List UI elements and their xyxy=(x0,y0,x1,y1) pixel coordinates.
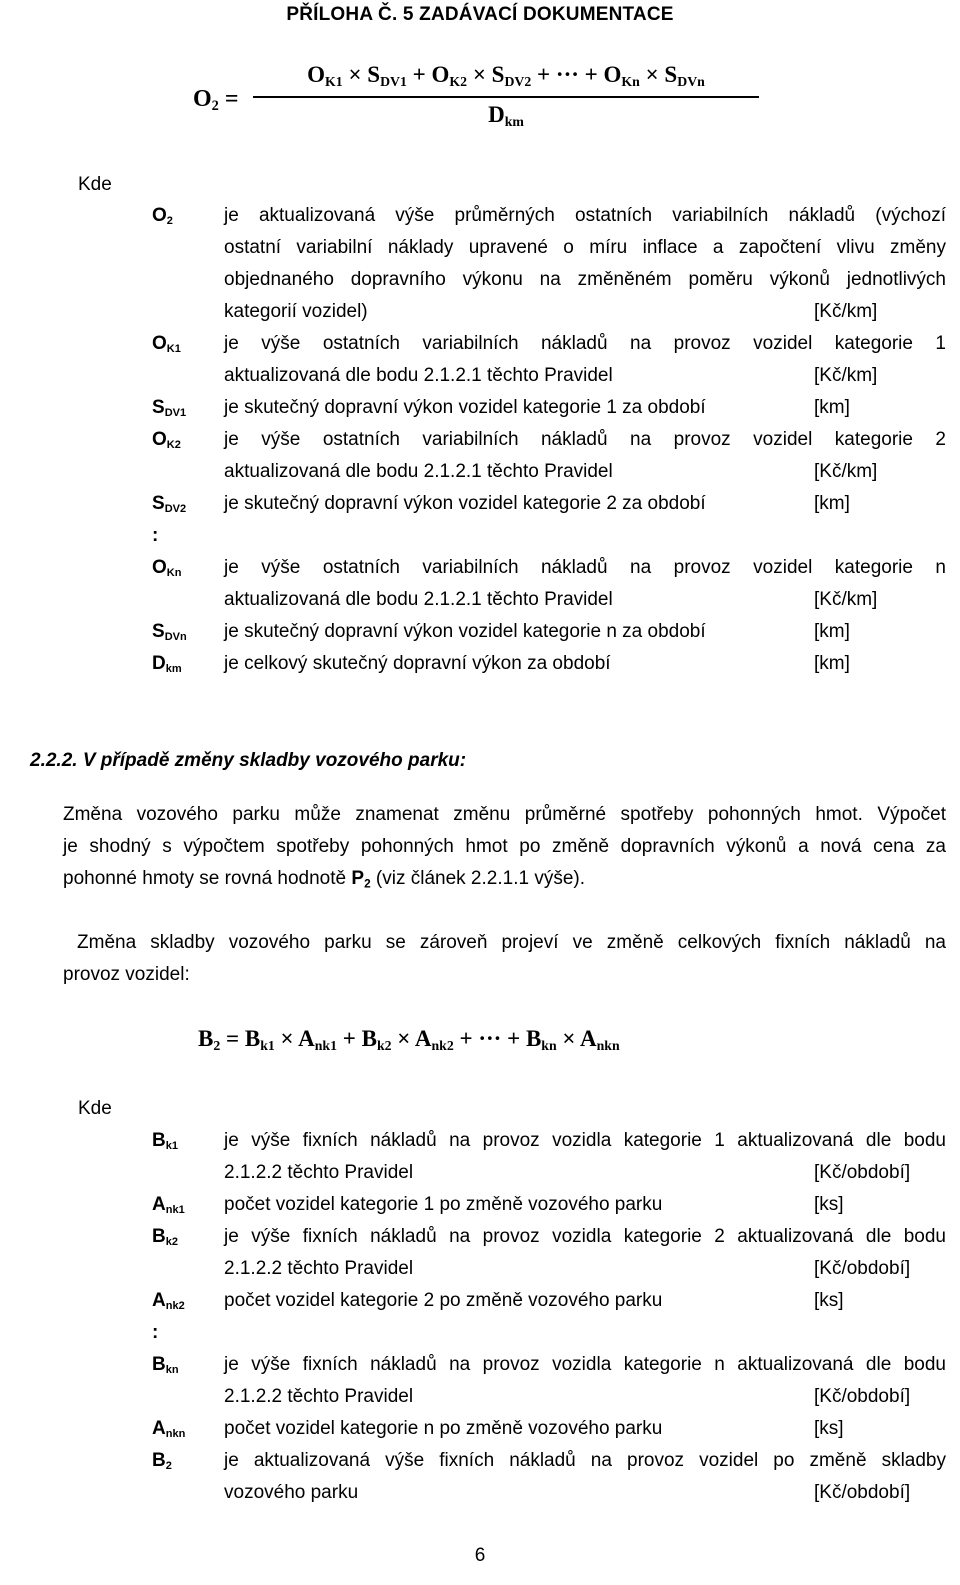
definition-line: vozového parku [Kč/období] xyxy=(224,1477,946,1509)
definition-symbol: $O_{K1}$ xyxy=(152,333,181,355)
unit-label: [Kč/km] xyxy=(814,301,878,322)
definition-symbol: $B_{k1}$ xyxy=(152,1130,178,1152)
fraction-bar xyxy=(253,96,759,98)
definition-text xyxy=(224,424,946,488)
definition-row xyxy=(0,392,960,424)
definition-text xyxy=(224,1189,946,1221)
definition-symbol: $O_2$ xyxy=(152,205,173,227)
where-label-1: Kde xyxy=(78,174,112,195)
definition-symbol: $A_{nk2}$ xyxy=(152,1290,185,1312)
formula-subscript: nkn xyxy=(596,1037,620,1053)
definition-symbol: $S_{DV2}$ xyxy=(152,493,187,515)
formula-term: × S xyxy=(342,62,381,87)
formula-term: B xyxy=(198,1026,214,1051)
definition-text xyxy=(224,392,946,424)
definition-symbol: $D_{km}$ xyxy=(152,653,182,675)
unit-label: [Kč/období] xyxy=(814,1482,911,1503)
unit-label: [Kč/období] xyxy=(814,1258,911,1279)
definition-text xyxy=(224,200,946,328)
definition-symbol: $A_{nk1}$ xyxy=(152,1194,185,1216)
definition-text xyxy=(224,328,946,392)
definition-row xyxy=(0,1445,960,1509)
definition-row xyxy=(0,648,960,680)
definition-line: je skutečný dopravní výkon vozidel kategorie 1 za období [km] xyxy=(224,392,946,424)
definition-row xyxy=(0,1285,960,1317)
definition-text xyxy=(224,552,946,616)
unit-label: [km] xyxy=(814,621,850,642)
formula-subscript: DVn xyxy=(677,73,705,89)
formula-term: × S xyxy=(467,62,505,87)
formula-subscript: k1 xyxy=(260,1037,275,1053)
formula-term: × A xyxy=(391,1026,432,1051)
formula-subscript: kn xyxy=(541,1037,557,1053)
formula-denominator: $D_{km}$ xyxy=(488,102,524,129)
paragraph-1 xyxy=(63,799,946,895)
unit-label: [km] xyxy=(814,493,850,514)
definition-row xyxy=(0,328,960,392)
definition-row xyxy=(0,1349,960,1413)
formula-subscript: DV2 xyxy=(504,73,532,89)
definition-line: kategorií vozidel) [Kč/km] xyxy=(224,296,946,328)
paragraph-line: Změna skladby vozového parku se zároveň projeví ve změně celkových fixních nákladů na xyxy=(63,932,946,953)
definition-line: počet vozidel kategorie n po změně vozového parku [ks] xyxy=(224,1413,946,1445)
formula-subscript: K1 xyxy=(325,73,343,89)
formula-subscript: Kn xyxy=(621,73,640,89)
definition-symbol: $O_{Kn}$ xyxy=(152,557,182,579)
formula-term: + O xyxy=(406,62,450,87)
definition-symbol: $B_{k2}$ xyxy=(152,1226,178,1248)
paragraph-line: pohonné hmoty se rovná hodnotě $P_2$ (viz článek 2.2.1.1 výše). xyxy=(63,868,585,891)
definition-line: aktualizovaná dle bodu 2.1.2.1 těchto Pravidel [Kč/km] xyxy=(224,584,946,616)
definition-text xyxy=(224,616,946,648)
definition-line: je výše ostatních variabilních nákladů na provoz vozidel kategorie n xyxy=(224,557,946,578)
definition-text xyxy=(224,1413,946,1445)
definition-line: je aktualizovaná výše průměrných ostatních variabilních nákladů (výchozí xyxy=(224,205,946,226)
page-number: 6 xyxy=(474,1545,486,1566)
definition-row xyxy=(0,1221,960,1285)
unit-label: [ks] xyxy=(814,1194,844,1215)
unit-label: [km] xyxy=(814,653,850,674)
formula-term: + ··· + O xyxy=(531,62,622,87)
formula-term: + ··· + B xyxy=(453,1026,542,1051)
definition-line: 2.1.2.2 těchto Pravidel [Kč/období] xyxy=(224,1381,946,1413)
definition-text xyxy=(224,1125,946,1189)
definition-line: je výše fixních nákladů na provoz vozidla kategorie 1 aktualizovaná dle bodu xyxy=(224,1130,946,1151)
definition-text xyxy=(224,1349,946,1413)
unit-label: [Kč/období] xyxy=(814,1386,911,1407)
unit-label: [Kč/km] xyxy=(814,461,878,482)
definition-symbol: $A_{nkn}$ xyxy=(152,1418,186,1440)
definition-line: je skutečný dopravní výkon vozidel kategorie 2 za období [km] xyxy=(224,488,946,520)
formula-subscript: k2 xyxy=(376,1037,392,1053)
unit-label: [ks] xyxy=(814,1290,844,1311)
definition-symbol: $S_{DV1}$ xyxy=(152,397,187,419)
unit-label: [km] xyxy=(814,397,850,418)
definition-line: ostatní variabilní náklady upravené o míru inflace a započtení vlivu změny xyxy=(224,237,946,258)
definition-line: je výše fixních nákladů na provoz vozidla kategorie 2 aktualizovaná dle bodu xyxy=(224,1226,946,1247)
formula-subscript: nk2 xyxy=(431,1037,454,1053)
definition-text xyxy=(224,1285,946,1317)
formula-numerator xyxy=(253,62,759,88)
definition-list-1 xyxy=(0,200,960,680)
formula-o2 xyxy=(193,62,763,132)
definition-line: počet vozidel kategorie 2 po změně vozového parku [ks] xyxy=(224,1285,946,1317)
definition-line: je celkový skutečný dopravní výkon za období [km] xyxy=(224,648,946,680)
definition-line: 2.1.2.2 těchto Pravidel [Kč/období] xyxy=(224,1253,946,1285)
formula-lhs: $O_2$ = xyxy=(193,86,239,115)
unit-label: [Kč/km] xyxy=(814,365,878,386)
formula-term: = B xyxy=(220,1026,261,1051)
formula-subscript: 2 xyxy=(213,1037,221,1053)
unit-label: [ks] xyxy=(814,1418,844,1439)
paragraph-2 xyxy=(63,927,946,991)
definition-row xyxy=(0,552,960,616)
formula-term: × A xyxy=(274,1026,315,1051)
definition-text xyxy=(224,1445,946,1509)
formula-term: + B xyxy=(336,1026,377,1051)
definition-line: aktualizovaná dle bodu 2.1.2.1 těchto Pravidel [Kč/km] xyxy=(224,360,946,392)
definition-text xyxy=(224,1221,946,1285)
definition-line: aktualizovaná dle bodu 2.1.2.1 těchto Pravidel [Kč/km] xyxy=(224,456,946,488)
definition-line: objednaného dopravního výkonu na změněném poměru výkonů jednotlivých xyxy=(224,269,946,290)
definition-row xyxy=(0,616,960,648)
definition-text xyxy=(224,648,946,680)
definition-symbol: $B_{kn}$ xyxy=(152,1354,179,1376)
definition-symbol: $B_2$ xyxy=(152,1450,172,1472)
ellipsis-colon: : xyxy=(152,525,159,546)
definition-line: je výše ostatních variabilních nákladů na provoz vozidel kategorie 2 xyxy=(224,429,946,450)
formula-b2 xyxy=(198,1026,620,1052)
definition-symbol: $S_{DVn}$ xyxy=(152,621,187,643)
definition-row xyxy=(0,1189,960,1221)
unit-label: [Kč/období] xyxy=(814,1162,911,1183)
definition-row xyxy=(0,1125,960,1189)
paragraph-line: je shodný s výpočtem spotřeby pohonných hmot po změně dopravních výkonů a nová cena za xyxy=(63,836,946,857)
formula-term: × S xyxy=(639,62,678,87)
definition-line: počet vozidel kategorie 1 po změně vozového parku [ks] xyxy=(224,1189,946,1221)
unit-label: [Kč/km] xyxy=(814,589,878,610)
formula-subscript: DV1 xyxy=(380,73,407,89)
where-label-2: Kde xyxy=(78,1098,112,1119)
page-header: PŘÍLOHA Č. 5 ZADÁVACÍ DOKUMENTACE xyxy=(286,4,674,25)
definition-line: 2.1.2.2 těchto Pravidel [Kč/období] xyxy=(224,1157,946,1189)
formula-term: O xyxy=(307,62,326,87)
definition-symbol: $O_{K2}$ xyxy=(152,429,181,451)
definition-list-2 xyxy=(0,1125,960,1509)
definition-row xyxy=(0,1413,960,1445)
section-title: 2.2.2. V případě změny skladby vozového parku: xyxy=(30,750,467,771)
paragraph-line: Změna vozového parku může znamenat změnu průměrné spotřeby pohonných hmot. Výpočet xyxy=(63,804,946,825)
formula-subscript: nk1 xyxy=(314,1037,337,1053)
definition-row xyxy=(0,488,960,520)
definition-line: je aktualizovaná výše fixních nákladů na provoz vozidel po změně skladby xyxy=(224,1450,946,1471)
definition-line: je skutečný dopravní výkon vozidel kategorie n za období [km] xyxy=(224,616,946,648)
ellipsis-colon: : xyxy=(152,1322,159,1343)
definition-text xyxy=(224,488,946,520)
definition-line: je výše fixních nákladů na provoz vozidla kategorie n aktualizovaná dle bodu xyxy=(224,1354,946,1375)
definition-line: je výše ostatních variabilních nákladů na provoz vozidel kategorie 1 xyxy=(224,333,946,354)
paragraph-line: provoz vozidel: xyxy=(63,964,190,985)
formula-subscript: K2 xyxy=(449,73,468,89)
definition-row xyxy=(0,200,960,328)
definition-row xyxy=(0,424,960,488)
formula-term: × A xyxy=(556,1026,597,1051)
